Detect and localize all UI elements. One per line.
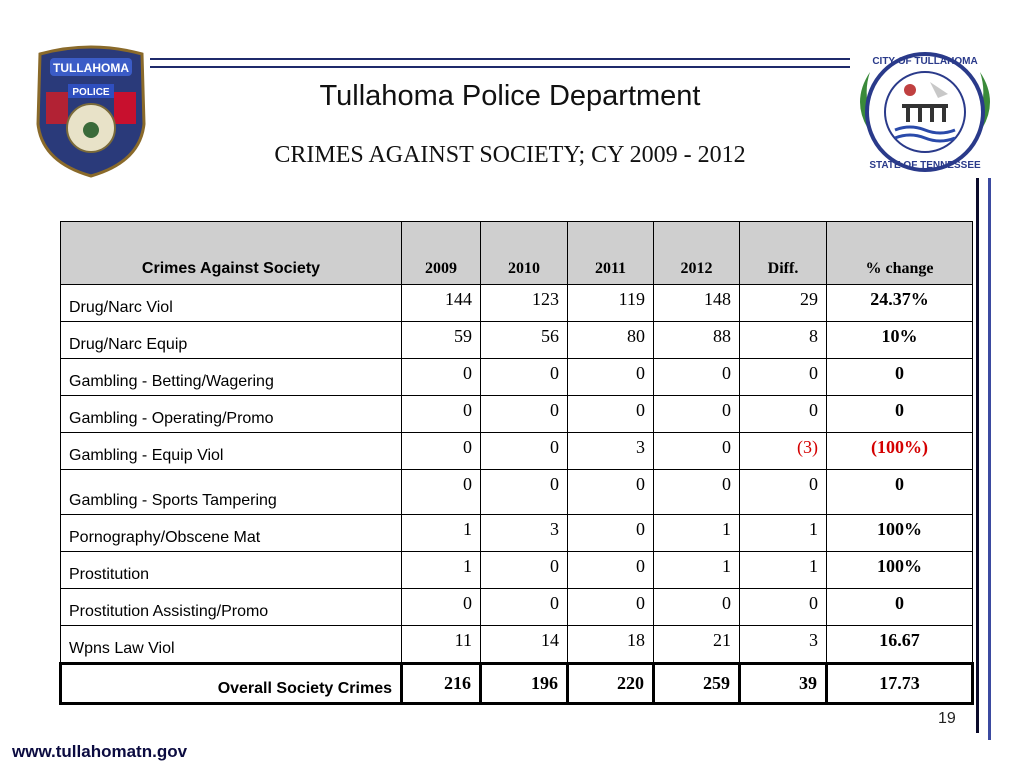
row-label: Gambling - Operating/Promo	[61, 396, 402, 433]
cell-2009: 0	[402, 359, 481, 396]
cell-diff: 0	[740, 396, 827, 433]
cell-2010: 0	[481, 470, 568, 515]
cell-2011: 119	[568, 285, 654, 322]
cell-2010: 14	[481, 626, 568, 664]
row-label: Drug/Narc Equip	[61, 322, 402, 359]
row-label: Prostitution Assisting/Promo	[61, 589, 402, 626]
total-label: Overall Society Crimes	[61, 664, 402, 704]
row-label: Wpns Law Viol	[61, 626, 402, 664]
right-rule-blue	[988, 178, 991, 740]
cell-2009: 144	[402, 285, 481, 322]
cell-pct: 0	[827, 359, 973, 396]
cell-2012: 0	[654, 470, 740, 515]
row-label: Gambling - Equip Viol	[61, 433, 402, 470]
table-row	[61, 396, 973, 433]
cell-2009: 11	[402, 626, 481, 664]
cell-2011: 0	[568, 396, 654, 433]
cell-2009: 0	[402, 470, 481, 515]
cell-2011: 80	[568, 322, 654, 359]
table-row	[61, 359, 973, 396]
cell-2011: 0	[568, 470, 654, 515]
header-rule-bottom	[150, 66, 850, 68]
header-pct-change: % change	[827, 222, 973, 285]
cell-diff: 29	[740, 285, 827, 322]
cell-2012: 0	[654, 359, 740, 396]
cell-2010: 0	[481, 589, 568, 626]
page-number: 19	[938, 710, 956, 727]
table-row	[61, 515, 973, 552]
total-2009: 216	[402, 664, 481, 704]
seal-top-text: CITY OF TULLAHOMA	[872, 56, 978, 67]
cell-2010: 56	[481, 322, 568, 359]
table-row	[61, 433, 973, 470]
cell-pct: 0	[827, 396, 973, 433]
cell-2011: 0	[568, 552, 654, 589]
cell-diff: (3)	[740, 433, 827, 470]
cell-2010: 0	[481, 396, 568, 433]
row-label: Prostitution	[61, 552, 402, 589]
cell-2010: 3	[481, 515, 568, 552]
table-header-row	[61, 222, 973, 285]
cell-pct: 0	[827, 589, 973, 626]
cell-2012: 0	[654, 433, 740, 470]
city-seal-logo	[850, 42, 1000, 182]
cell-diff: 0	[740, 359, 827, 396]
header-2010: 2010	[481, 222, 568, 285]
cell-diff: 1	[740, 515, 827, 552]
table-row	[61, 626, 973, 664]
cell-2011: 18	[568, 626, 654, 664]
header-2012: 2012	[654, 222, 740, 285]
footer-url[interactable]: www.tullahomatn.gov	[12, 742, 188, 761]
badge-subtext: POLICE	[72, 87, 110, 98]
header-category: Crimes Against Society	[61, 222, 402, 285]
cell-2012: 21	[654, 626, 740, 664]
header-2011: 2011	[568, 222, 654, 285]
table-row	[61, 285, 973, 322]
cell-pct: 100%	[827, 515, 973, 552]
table-row	[61, 589, 973, 626]
cell-2010: 0	[481, 359, 568, 396]
cell-diff: 0	[740, 470, 827, 515]
cell-2009: 1	[402, 515, 481, 552]
total-diff: 39	[740, 664, 827, 704]
cell-pct: (100%)	[827, 433, 973, 470]
cell-2010: 123	[481, 285, 568, 322]
cell-pct: 0	[827, 470, 973, 515]
cell-2009: 0	[402, 396, 481, 433]
cell-diff: 3	[740, 626, 827, 664]
cell-2009: 0	[402, 589, 481, 626]
total-2012: 259	[654, 664, 740, 704]
header-diff: Diff.	[740, 222, 827, 285]
cell-pct: 24.37%	[827, 285, 973, 322]
total-2010: 196	[481, 664, 568, 704]
row-label: Pornography/Obscene Mat	[61, 515, 402, 552]
table-total-row	[61, 664, 973, 704]
cell-diff: 1	[740, 552, 827, 589]
cell-2012: 1	[654, 552, 740, 589]
total-pct: 17.73	[827, 664, 973, 704]
crimes-table	[59, 221, 974, 705]
page-title: Tullahoma Police Department	[319, 80, 701, 112]
police-badge-logo	[32, 44, 150, 178]
header-2009: 2009	[402, 222, 481, 285]
cell-2011: 0	[568, 515, 654, 552]
seal-bottom-text: STATE OF TENNESSEE	[869, 160, 981, 171]
row-label: Gambling - Sports Tampering	[61, 470, 402, 515]
cell-2012: 88	[654, 322, 740, 359]
cell-2011: 0	[568, 589, 654, 626]
page-subtitle: CRIMES AGAINST SOCIETY; CY 2009 - 2012	[274, 142, 746, 168]
cell-2010: 0	[481, 433, 568, 470]
cell-diff: 8	[740, 322, 827, 359]
cell-2012: 1	[654, 515, 740, 552]
row-label: Drug/Narc Viol	[61, 285, 402, 322]
cell-2012: 148	[654, 285, 740, 322]
cell-pct: 10%	[827, 322, 973, 359]
cell-pct: 16.67	[827, 626, 973, 664]
cell-2009: 59	[402, 322, 481, 359]
total-2011: 220	[568, 664, 654, 704]
row-label: Gambling - Betting/Wagering	[61, 359, 402, 396]
header-rule-top	[150, 58, 850, 60]
cell-2012: 0	[654, 589, 740, 626]
table-row	[61, 552, 973, 589]
cell-2010: 0	[481, 552, 568, 589]
table-row	[61, 322, 973, 359]
cell-diff: 0	[740, 589, 827, 626]
cell-2012: 0	[654, 396, 740, 433]
cell-2011: 3	[568, 433, 654, 470]
table-row	[61, 470, 973, 515]
cell-pct: 100%	[827, 552, 973, 589]
right-rule-dark	[976, 178, 979, 733]
cell-2009: 0	[402, 433, 481, 470]
badge-text: TULLAHOMA	[53, 61, 129, 75]
cell-2009: 1	[402, 552, 481, 589]
cell-2011: 0	[568, 359, 654, 396]
